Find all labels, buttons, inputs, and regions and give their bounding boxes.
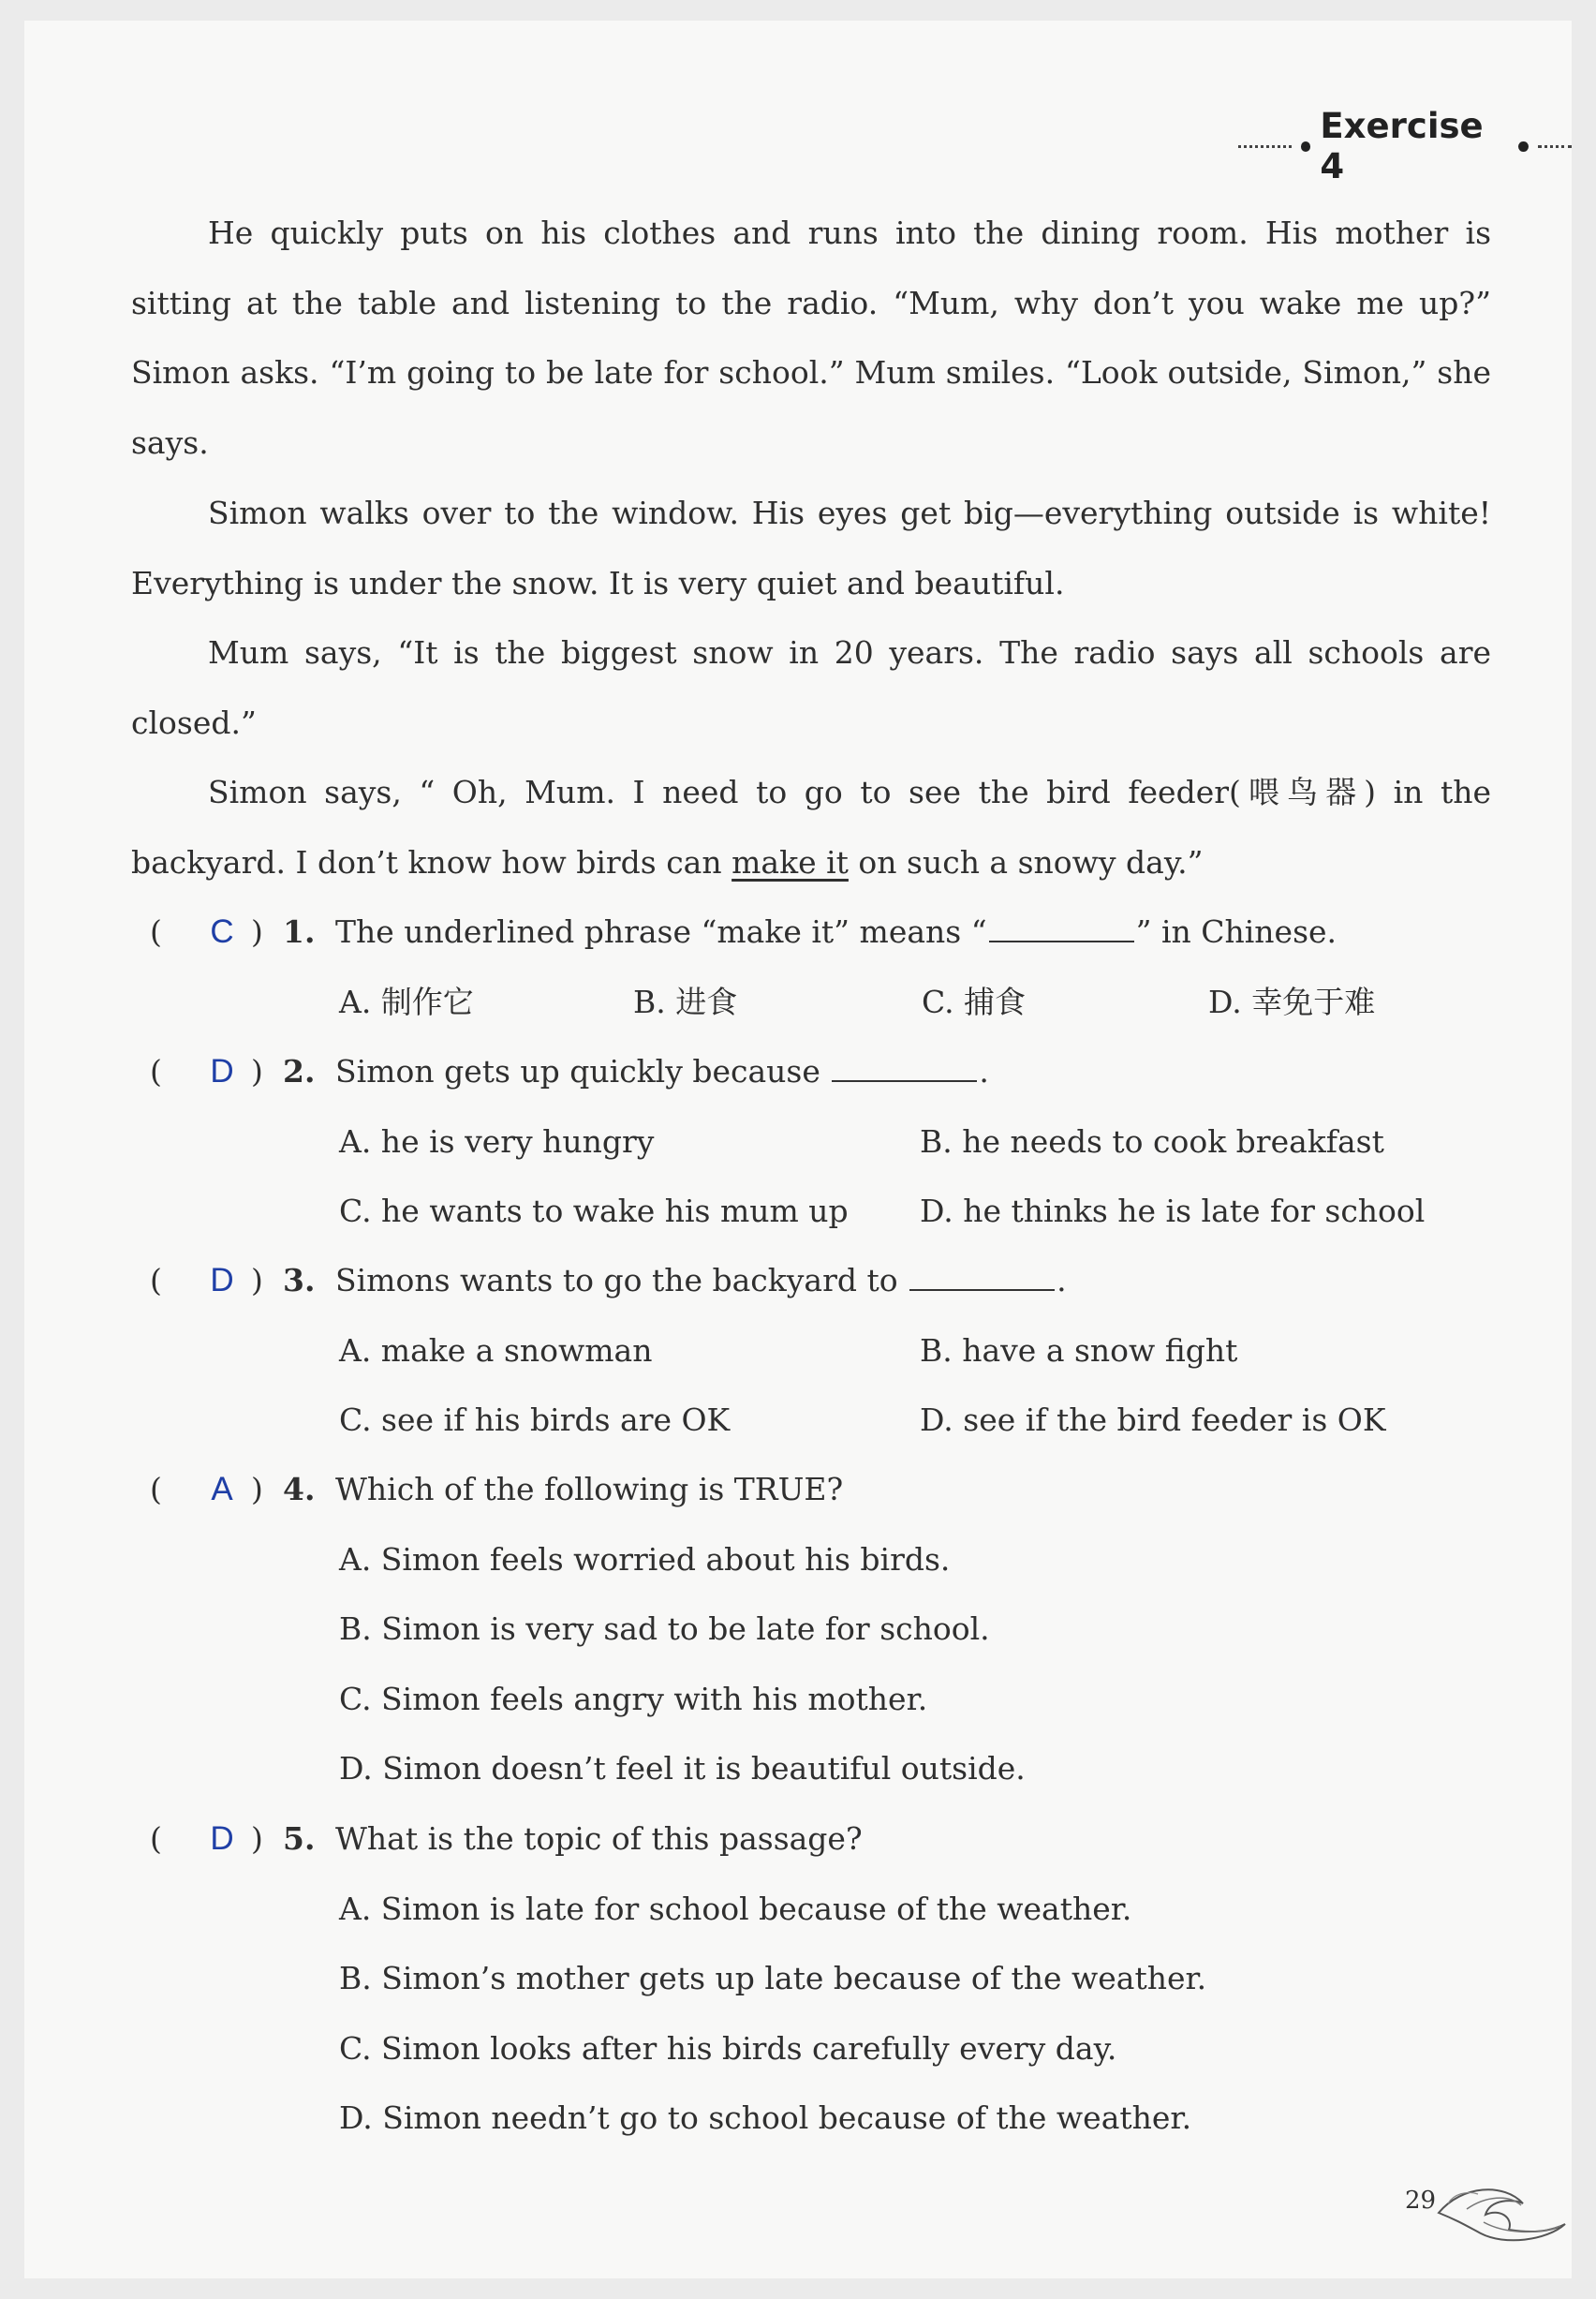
page-number: 29 bbox=[1405, 2187, 1437, 2215]
header-dots-left bbox=[1238, 145, 1292, 148]
answer-blank bbox=[989, 910, 1134, 942]
answer-blank bbox=[909, 1258, 1055, 1291]
option-b: B. Simon’s mother gets up late because of the weather. bbox=[339, 1960, 1207, 1996]
answer-mark: D bbox=[210, 1262, 234, 1298]
option-a: A. Simon feels worried about his birds. bbox=[339, 1540, 951, 1578]
page-footer bbox=[1373, 2166, 1570, 2260]
header-bullet-icon bbox=[1301, 141, 1310, 152]
option-a: A. 制作它 bbox=[339, 983, 474, 1020]
passage-paragraph: Mum says, “It is the biggest snow in 20 years. The radio says all schools are closed.” bbox=[131, 634, 1491, 741]
option-c: C. he wants to wake his mum up bbox=[339, 1193, 849, 1229]
option-d: D. Simon doesn’t feel it is beautiful outside. bbox=[339, 1750, 1026, 1787]
question-stem: What is the topic of this passage? bbox=[335, 1820, 863, 1857]
option-d: D. he thinks he is late for school bbox=[920, 1193, 1426, 1229]
header-dots-right bbox=[1538, 145, 1572, 148]
option-b: B. 进食 bbox=[633, 983, 738, 1020]
option-b: B. have a snow fight bbox=[920, 1331, 1238, 1369]
wave-ornament-icon bbox=[1373, 2166, 1570, 2260]
underlined-phrase: make it bbox=[732, 843, 849, 881]
question-number: 1. bbox=[283, 913, 316, 950]
question: ( C ) 1. The underlined phrase “make it” means “ ” in Chinese. A. 制作它 B. 进食 C. 捕食 D. 幸免于难 bbox=[131, 897, 1508, 1037]
question-stem: Which of the following is TRUE? bbox=[335, 1471, 844, 1507]
option-d: D. 幸免于难 bbox=[1208, 983, 1376, 1020]
question-number: 3. bbox=[283, 1262, 316, 1298]
question: ( A ) 4. Which of the following is TRUE? A. Simon feels worried about his birds. B. Simon is very sad to be late for school. C. Simon feels angry with his mother. D. Simon doesn’t feel it is beautiful outside. bbox=[131, 1455, 1508, 1804]
option-c: C. see if his birds are OK bbox=[339, 1402, 731, 1438]
option-c: C. 捕食 bbox=[922, 983, 1027, 1020]
question: ( D ) 2. Simon gets up quickly because . A. he is very hungry B. he needs to cook breakfast C. he wants to wake his mum up D. he thinks he is late for school bbox=[131, 1037, 1508, 1247]
passage-paragraph: He quickly puts on his clothes and runs into the dining room. His mother is sitting at the table and listening to the radio. “Mum, why don’t you wake me up?” Simon asks. “I’m going to be late for school.” Mum smiles. “Look outside, Simon,” she says. bbox=[131, 215, 1491, 461]
option-d: D. Simon needn’t go to school because of the weather. bbox=[339, 2099, 1192, 2136]
exercise-title: Exercise 4 bbox=[1320, 106, 1484, 186]
question-number: 5. bbox=[283, 1820, 316, 1857]
question-number: 4. bbox=[283, 1471, 316, 1507]
option-a: A. he is very hungry bbox=[339, 1122, 655, 1160]
answer-mark: A bbox=[211, 1471, 233, 1507]
passage-paragraph: Simon walks over to the window. His eyes get big—everything outside is white! Everything is under the snow. It is very quiet and beautiful. bbox=[131, 495, 1491, 601]
option-b: B. he needs to cook breakfast bbox=[920, 1122, 1384, 1160]
option-a: A. Simon is late for school because of the weather. bbox=[339, 1890, 1132, 1927]
question-stem: Simon gets up quickly because . bbox=[335, 1037, 989, 1107]
option-b: B. Simon is very sad to be late for school. bbox=[339, 1610, 990, 1647]
page-header bbox=[1238, 106, 1572, 186]
answer-mark: D bbox=[210, 1820, 234, 1857]
question: ( D ) 5. What is the topic of this passage? A. Simon is late for school because of the weather. B. Simon’s mother gets up late because of the weather. C. Simon looks after his birds carefully every day. D. Simon needn’t go to school because of the weather. bbox=[131, 1804, 1508, 2154]
option-a: A. make a snowman bbox=[339, 1331, 653, 1369]
option-c: C. Simon looks after his birds carefully every day. bbox=[339, 2029, 1117, 2067]
question: ( D ) 3. Simons wants to go the backyard to . A. make a snowman B. have a snow fight C. see if his birds are OK D. see if the bird feeder is OK bbox=[131, 1246, 1508, 1456]
passage-paragraph: Simon says, “ Oh, Mum. I need to go to see the bird feeder(喂鸟器) in the backyard. I don’t know how birds can make it on such a snowy day.” bbox=[131, 774, 1491, 881]
workbook-page bbox=[24, 21, 1572, 2278]
question-stem: Simons wants to go the backyard to . bbox=[335, 1246, 1067, 1316]
question-number: 2. bbox=[283, 1053, 316, 1090]
answer-mark: D bbox=[210, 1053, 234, 1090]
answer-mark: C bbox=[210, 913, 234, 950]
option-d: D. see if the bird feeder is OK bbox=[920, 1402, 1386, 1438]
answer-blank bbox=[832, 1049, 977, 1082]
header-bullet-icon bbox=[1518, 141, 1528, 152]
option-c: C. Simon feels angry with his mother. bbox=[339, 1680, 928, 1717]
question-stem: The underlined phrase “make it” means “ ” in Chinese. bbox=[335, 897, 1337, 968]
